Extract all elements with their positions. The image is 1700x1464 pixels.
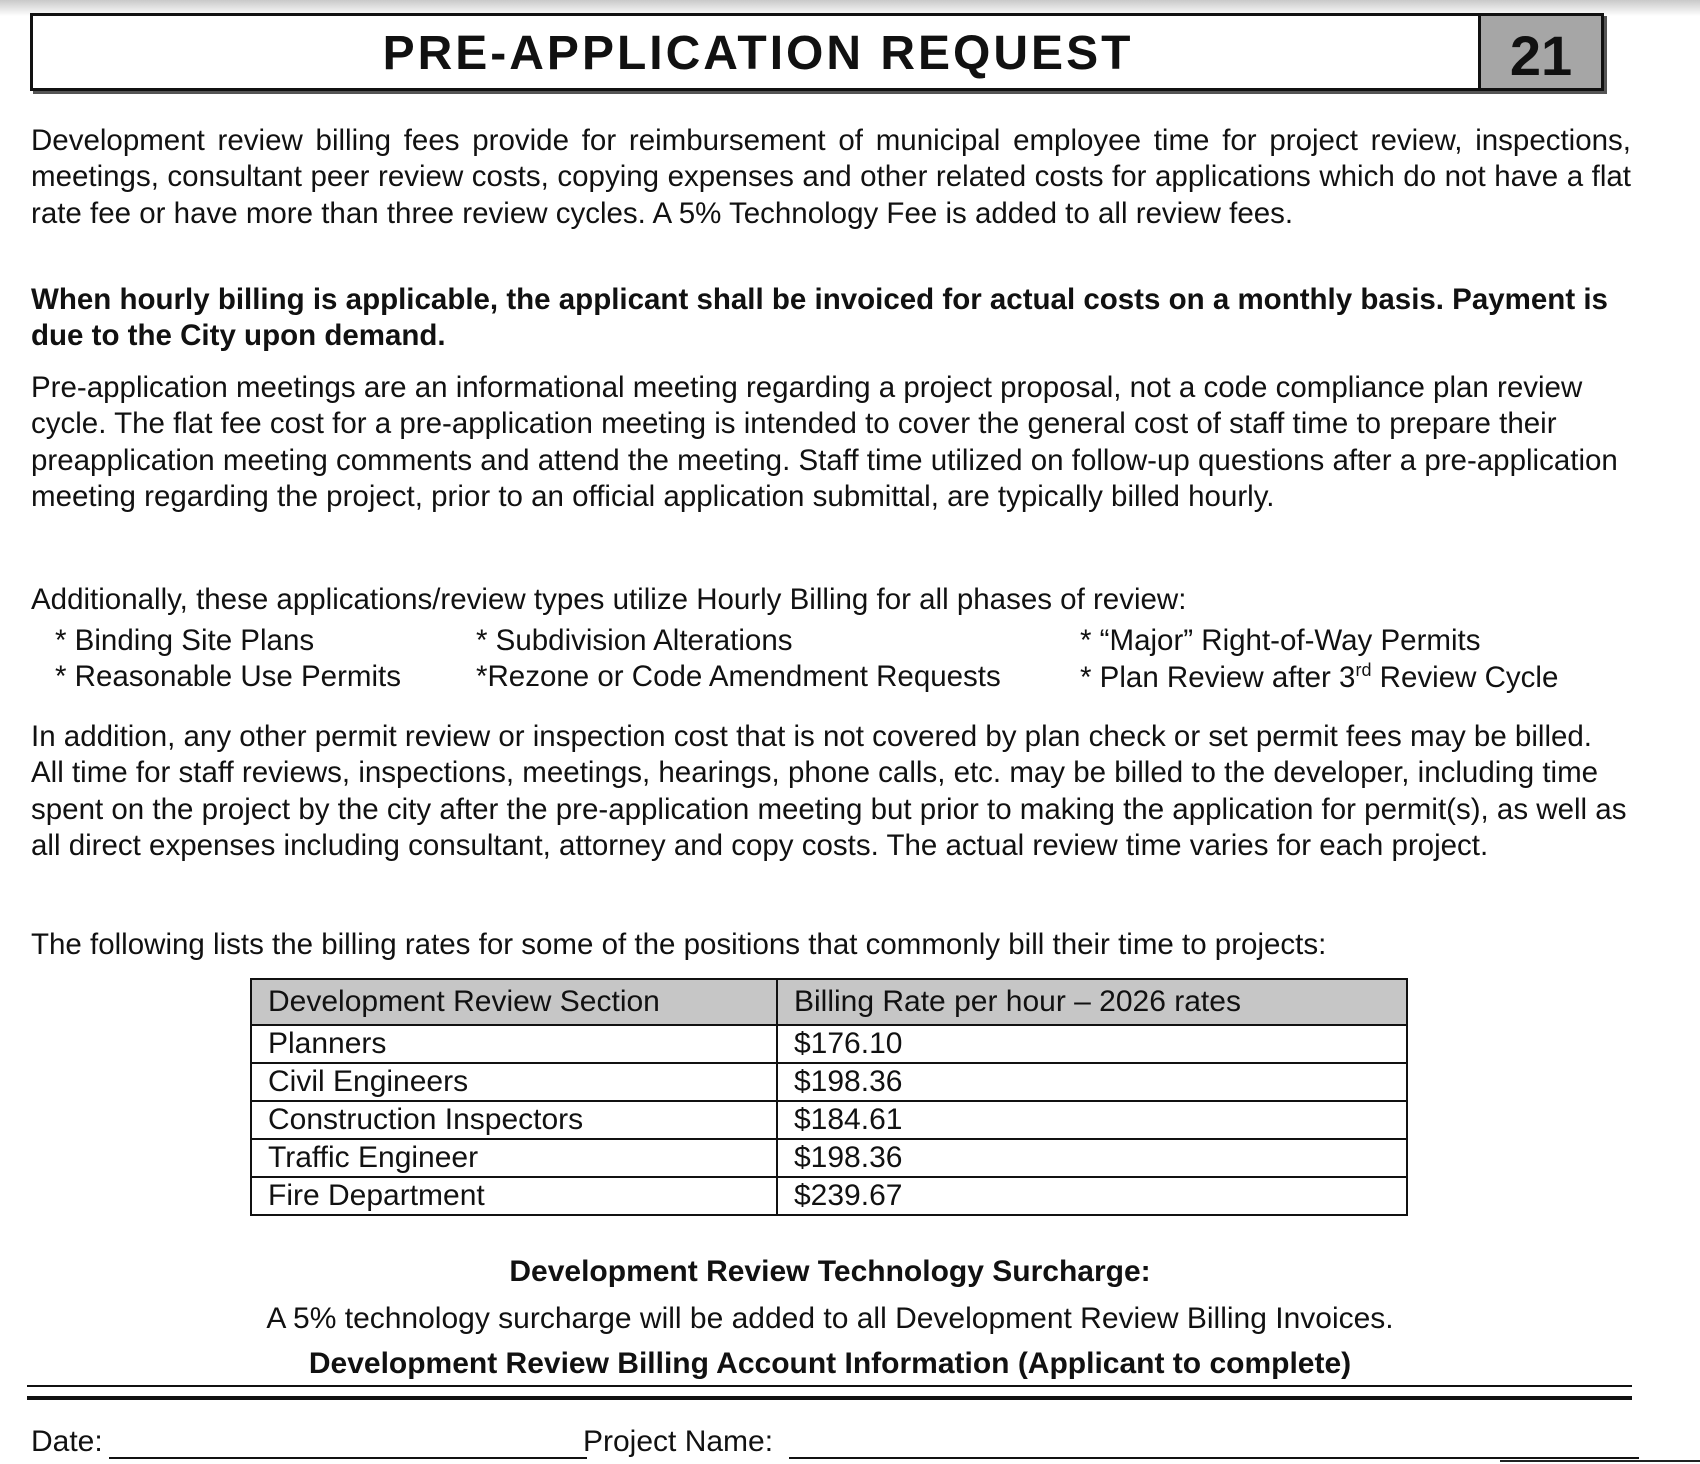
header-rate: Billing Rate per hour – 2026 rates [777,979,1407,1025]
list-item: * Reasonable Use Permits [55,660,401,693]
list-item: * “Major” Right-of-Way Permits [1080,624,1481,657]
section-cell: Traffic Engineer [251,1139,777,1177]
table-header-row [251,979,1407,1025]
billing-rates-table [250,978,1408,1216]
table-row [251,1139,1407,1177]
hourly-types-intro: Additionally, these applications/review types utilize Hourly Billing for all phases of review: [31,583,1187,616]
hourly-review-types-list [31,624,1651,700]
section-divider [27,1385,1632,1387]
section-cell: Construction Inspectors [251,1101,777,1139]
header-section: Development Review Section [251,979,777,1025]
table-row [251,1177,1407,1215]
table-row [251,1063,1407,1101]
form-page-number: 21 [1478,16,1601,88]
list-item: * Subdivision Alterations [476,624,793,657]
date-label: Date: [31,1425,103,1458]
list-item: * Binding Site Plans [55,624,315,657]
table-row [251,1025,1407,1063]
hourly-billing-notice: When hourly billing is applicable, the applicant shall be invoiced for actual costs on a monthly basis. Payment is due to the City upon demand. [31,283,1608,353]
plan-review-prefix: * Plan Review after 3 [1080,660,1356,694]
section-cell: Civil Engineers [251,1063,777,1101]
ordinal-superscript: rd [1355,660,1372,680]
rate-cell: $198.36 [777,1063,1407,1101]
plan-review-suffix: Review Cycle [1371,660,1559,694]
rate-cell: $184.61 [777,1101,1407,1139]
project-name-field[interactable] [789,1457,1639,1459]
form-title: PRE-APPLICATION REQUEST [382,27,1134,80]
section-cell: Fire Department [251,1177,777,1215]
additional-costs-paragraph: In addition, any other permit review or inspection cost that is not covered by plan check or set permit fees may be billed. All time for staff reviews, inspections, meetings, hearings, phone calls, etc. may be billed to the developer, including time spent on the project by the city after the pre-application meeting but prior to making the application for permit(s), as well as all direct expenses including consultant, attorney and copy costs. The actual review time varies for each project. [31,720,1627,863]
rate-cell: $239.67 [777,1177,1407,1215]
list-item: *Rezone or Code Amendment Requests [476,660,1001,693]
section-cell: Planners [251,1025,777,1063]
surcharge-title: Development Review Technology Surcharge: [509,1255,1151,1288]
billing-account-title: Development Review Billing Account Information (Applicant to complete) [308,1347,1352,1380]
section-divider-thick [27,1396,1632,1400]
date-field[interactable] [109,1457,587,1459]
page-edge-line [1500,1460,1700,1462]
list-item [1080,660,1558,695]
form-header [30,13,1604,91]
table-row [251,1101,1407,1139]
rate-cell: $198.36 [777,1139,1407,1177]
rate-cell: $176.10 [777,1025,1407,1063]
intro-paragraph: Development review billing fees provide for reimbursement of municipal employee time for project review, inspections, meetings, consultant peer review costs, copying expenses and other related costs for applications which do not have a flat rate fee or have more than three review cycles. A 5% Technology Fee is added to all review fees. [31,124,1631,230]
surcharge-text: A 5% technology surcharge will be added to all Development Review Billing Invoices. [266,1302,1394,1335]
preapp-meeting-paragraph: Pre-application meetings are an informational meeting regarding a project proposal, not a code compliance plan review cycle. The flat fee cost for a pre-application meeting is intended to cover the general cost of staff time to prepare their preapplication meeting comments and attend the meeting. Staff time utilized on follow-up questions after a pre-application meeting regarding the project, prior to an official application submittal, are typically billed hourly. [31,371,1618,514]
rates-intro: The following lists the billing rates for some of the positions that commonly bill their time to projects: [31,928,1327,961]
project-name-label: Project Name: [583,1425,774,1458]
